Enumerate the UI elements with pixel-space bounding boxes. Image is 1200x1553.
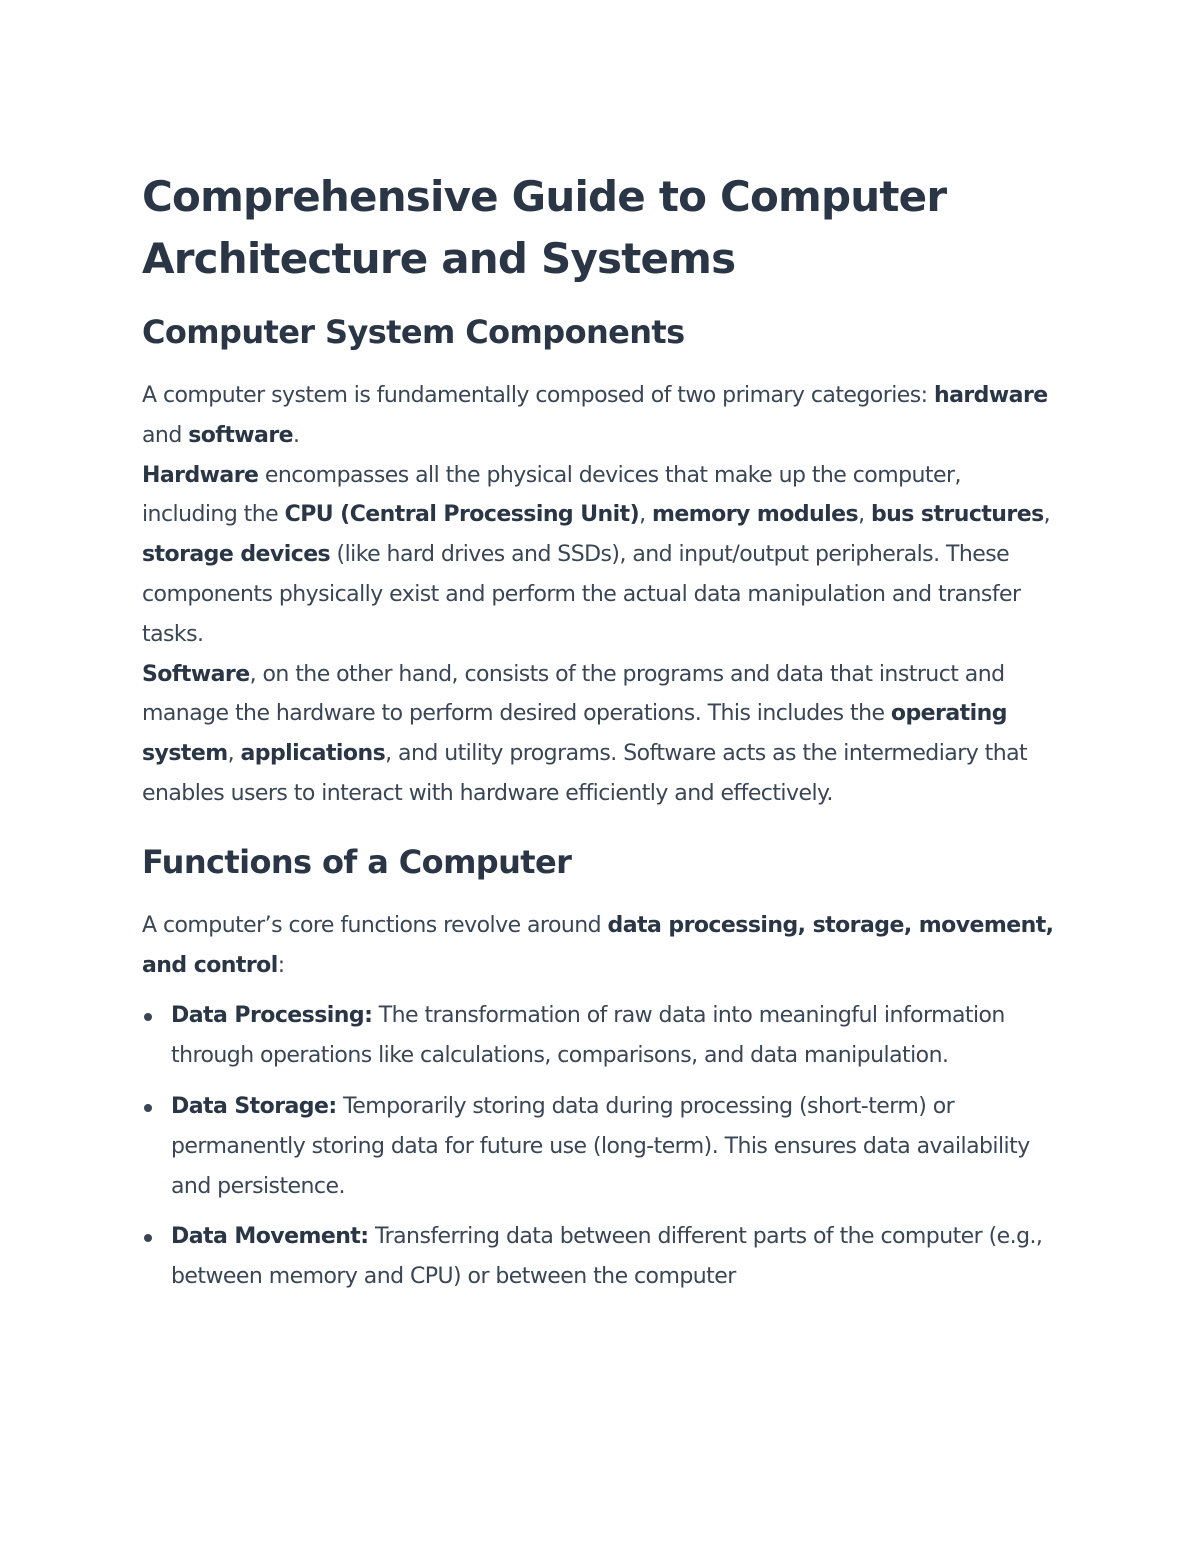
page-title: Comprehensive Guide to Computer Architecture and Systems [142, 172, 947, 283]
hardware-paragraph [142, 456, 1062, 655]
list-item-data-movement [142, 1217, 1062, 1297]
text-run: , and utility programs. Software acts as the intermediary that enables users to interact with hardware efficiently and effectively. [142, 741, 1028, 806]
text-run: and [142, 422, 189, 448]
list-item-text: Transferring data between different parts of the computer (e.g., between memory and CPU) or between the computer [171, 1224, 1043, 1290]
list-item-term: Data Processing: [171, 1003, 373, 1029]
text-run: , [227, 741, 241, 767]
list-item-term: Data Movement: [171, 1224, 369, 1250]
text-run: (like hard drives and SSDs), and input/output peripherals. These components physically exist and perform the actual data manipulation and transfer tasks. [142, 542, 1021, 647]
text-run: , [1043, 502, 1051, 528]
list-item-text: The transformation of raw data into meaningful information through operations like calculations, comparisons, and data manipulation. [171, 1003, 1005, 1069]
text-run: A computer’s core functions revolve around [142, 912, 608, 938]
text-run: , on the other hand, consists of the programs and data that instruct and manage the hardware to perform desired operations. This includes the [142, 661, 1005, 727]
text-run: . [293, 422, 300, 448]
bold-term-applications: applications [240, 741, 386, 767]
document-page [142, 166, 1062, 1308]
text-run: encompasses all the physical devices that make up the computer, including the [142, 462, 961, 528]
bold-term-memory-modules: memory modules [652, 502, 859, 528]
functions-list [142, 996, 1062, 1297]
text-run: : [277, 952, 285, 978]
bullet-icon [144, 1234, 152, 1242]
bold-term-operating-system: operating system [142, 701, 1007, 767]
bold-term-cpu: CPU (Central Processing Unit) [284, 502, 640, 528]
bullet-icon [144, 1013, 152, 1021]
components-text-block [142, 376, 1062, 814]
text-run: , [639, 502, 653, 528]
bold-term-software: Software [142, 661, 250, 687]
functions-intro-paragraph [142, 906, 1062, 986]
bullet-icon [144, 1104, 152, 1112]
bold-term-bus-structures: bus structures [870, 502, 1044, 528]
bold-term-hardware: Hardware [142, 462, 259, 488]
bold-term-core-functions: data processing, storage, movement, and control [142, 912, 1054, 978]
list-item-term: Data Storage: [171, 1093, 337, 1119]
components-intro-paragraph [142, 376, 1062, 456]
list-item-text: Temporarily storing data during processing (short-term) or permanently storing data for future use (long-term). This ensures data availability and persistence. [171, 1093, 1030, 1199]
bold-term-hardware: hardware [933, 383, 1048, 408]
list-item-data-processing [142, 996, 1062, 1076]
section-heading-components: Computer System Components [142, 313, 685, 351]
text-run: , [858, 502, 871, 528]
section-heading-functions: Functions of a Computer [142, 842, 572, 881]
list-item-data-storage [142, 1087, 1062, 1206]
software-paragraph [142, 655, 1062, 814]
bold-term-software: software [188, 422, 294, 448]
text-run: A computer system is fundamentally composed of two primary categories: [142, 383, 934, 408]
bold-term-storage-devices: storage devices [142, 542, 331, 568]
